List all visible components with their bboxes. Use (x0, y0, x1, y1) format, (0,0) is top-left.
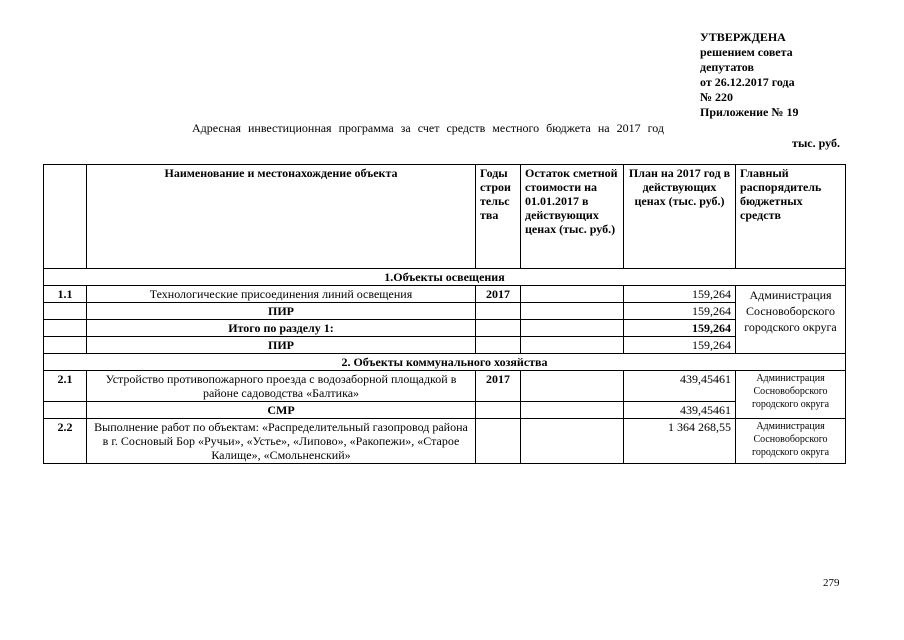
row-plan: 159,264 (624, 303, 736, 320)
header-manager: Главный распорядитель бюджетных средств (736, 165, 846, 269)
row-remaining (521, 303, 624, 320)
row-remaining (521, 320, 624, 337)
row-remaining (521, 337, 624, 354)
units-label: тыс. руб. (792, 136, 840, 150)
row-name: Устройство противопожарного проезда с водозаборной площадкой в районе садоводства «Балтика» (87, 371, 476, 402)
row-plan: 159,264 (624, 337, 736, 354)
row-year (476, 303, 521, 320)
row-plan: 159,264 (624, 286, 736, 303)
row-plan: 159,264 (624, 320, 736, 337)
row-remaining (521, 402, 624, 419)
approval-block (700, 30, 798, 120)
approval-line: УТВЕРЖДЕНА (700, 30, 786, 44)
approval-line: Приложение № 19 (700, 105, 799, 119)
row-remaining (521, 286, 624, 303)
row-year (476, 402, 521, 419)
row-num: 2.1 (44, 371, 87, 402)
row-name: Технологические присоединения линий освещения (87, 286, 476, 303)
row-name: Итого по разделу 1: (87, 320, 476, 337)
header-plan: План на 2017 год в действующих ценах (тыс. руб.) (624, 165, 736, 269)
row-name: Выполнение работ по объектам: «Распределительный газопровод района в г. Сосновый Бор «Ручьи», «Устье», «Липово», «Ракопежи», «Старое Калище», «Смольненский» (87, 419, 476, 464)
header-remaining: Остаток сметной стоимости на 01.01.2017 в действующих ценах (тыс. руб.) (521, 165, 624, 269)
row-plan: 439,45461 (624, 402, 736, 419)
section-2-title: 2. Объекты коммунального хозяйства (44, 354, 846, 371)
row-num (44, 303, 87, 320)
page-number: 279 (823, 577, 840, 589)
row-num: 2.2 (44, 419, 87, 464)
row-remaining (521, 419, 624, 464)
row-num (44, 320, 87, 337)
header-num (44, 165, 87, 269)
row-year (476, 419, 521, 464)
table-header-row (44, 165, 846, 269)
row-remaining (521, 371, 624, 402)
row-num (44, 402, 87, 419)
row-num (44, 337, 87, 354)
approval-line: депутатов (700, 60, 754, 74)
row-manager: Администрация Сосновоборского городского округа (736, 371, 846, 419)
table-row (44, 419, 846, 464)
header-name: Наименование и местонахождение объекта (87, 165, 476, 269)
document-title: Адресная инвестиционная программа за счет средств местного бюджета на 2017 год (192, 121, 664, 135)
section-row (44, 354, 846, 371)
row-name: СМР (87, 402, 476, 419)
table-row (44, 337, 846, 354)
row-name: ПИР (87, 337, 476, 354)
row-year (476, 337, 521, 354)
table-row (44, 320, 846, 337)
approval-line: от 26.12.2017 года (700, 75, 795, 89)
investment-table (43, 164, 846, 464)
row-num: 1.1 (44, 286, 87, 303)
section-1-title: 1.Объекты освещения (44, 269, 846, 286)
row-manager: Администрация Сосновоборского городского округа (736, 419, 846, 464)
header-years: Годы строи тельс тва (476, 165, 521, 269)
table-row (44, 371, 846, 402)
row-year: 2017 (476, 371, 521, 402)
section-row (44, 269, 846, 286)
table-row (44, 402, 846, 419)
approval-line: решением совета (700, 45, 793, 59)
row-name: ПИР (87, 303, 476, 320)
table-row (44, 286, 846, 303)
row-year (476, 320, 521, 337)
row-plan: 1 364 268,55 (624, 419, 736, 464)
row-year: 2017 (476, 286, 521, 303)
row-manager: Администрация Сосновоборского городского округа (736, 286, 846, 354)
row-plan: 439,45461 (624, 371, 736, 402)
approval-line: № 220 (700, 90, 734, 104)
table-row (44, 303, 846, 320)
